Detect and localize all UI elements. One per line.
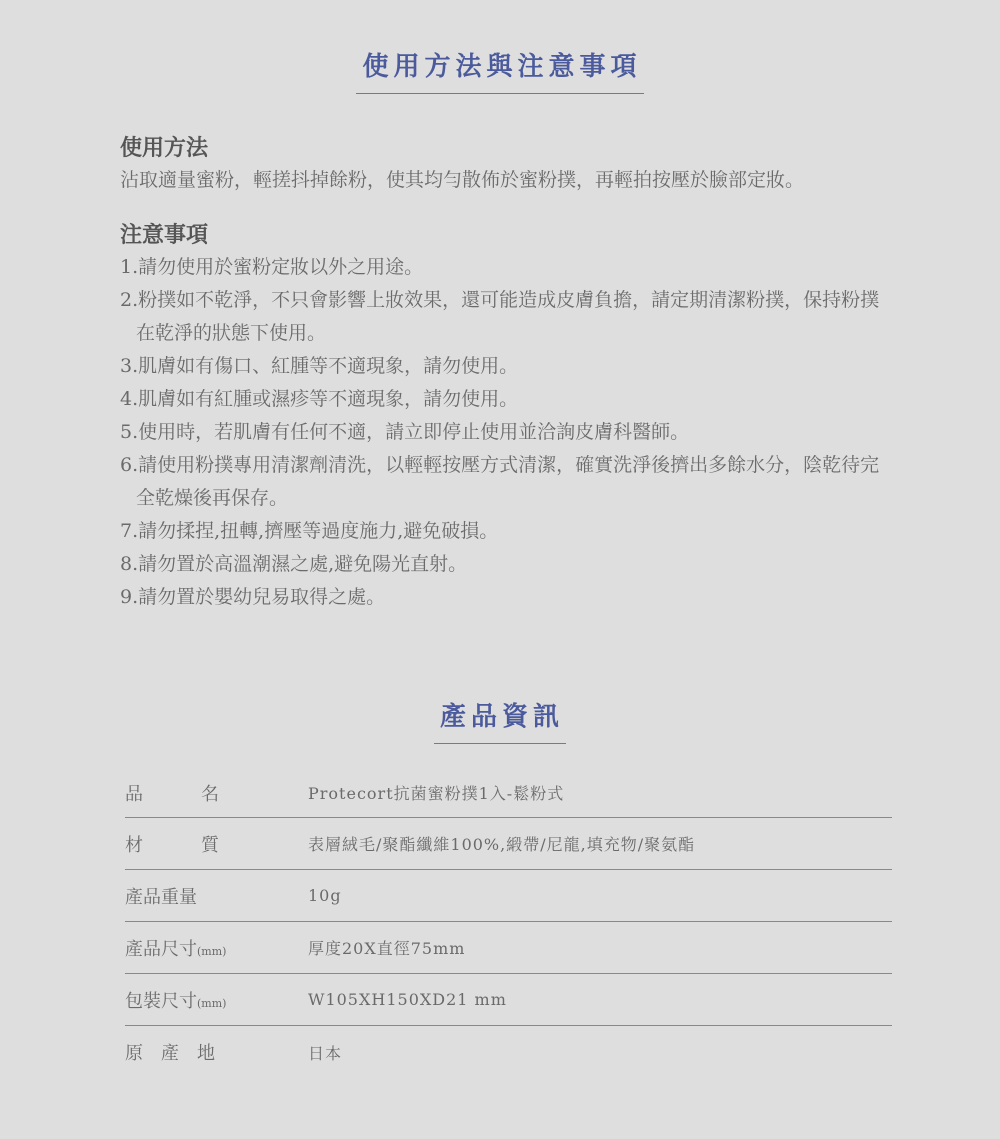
table-row [125, 1026, 892, 1078]
caution-item: 6.請使用粉撲專用清潔劑清洗，以輕輕按壓方式清潔，確實洗淨後擠出多餘水分，陰乾待完全乾燥後再保存。 [120, 454, 880, 509]
caution-item: 8.請勿置於高溫潮濕之處,避免陽光直射。 [120, 553, 468, 575]
product-section-title-text: 產品資訊 [434, 696, 566, 744]
table-row [125, 870, 892, 922]
caution-item: 1.請勿使用於蜜粉定妝以外之用途。 [120, 256, 424, 278]
row-label-group [125, 987, 308, 1013]
row-value: Protecort抗菌蜜粉撲1入-鬆粉式 [308, 784, 565, 803]
row-value: 10g [308, 886, 342, 905]
row-label: 原產地 [125, 1043, 233, 1064]
table-row [125, 768, 892, 818]
row-label: 品名 [125, 783, 277, 805]
caution-item: 2.粉撲如不乾淨，不只會影響上妝效果，還可能造成皮膚負擔，請定期清潔粉撲，保持粉撲在乾淨的狀態下使用。 [120, 289, 880, 344]
caution-item: 5.使用時，若肌膚有任何不適，請立即停止使用並洽詢皮膚科醫師。 [120, 421, 690, 443]
row-label-group [125, 935, 308, 961]
row-value: 厚度20X直徑75mm [308, 939, 466, 958]
usage-section-title-text: 使用方法與注意事項 [356, 46, 643, 94]
row-value: 表層絨毛/聚酯纖維100%,緞帶/尼龍,填充物/聚氨酯 [308, 835, 696, 854]
row-value: 日本 [308, 1043, 343, 1063]
row-label: 產品尺寸 [125, 938, 197, 960]
row-unit: (mm) [197, 944, 227, 958]
usage-heading: 使用方法 [120, 135, 209, 161]
row-label: 產品重量 [125, 886, 197, 908]
caution-item: 3.肌膚如有傷口、紅腫等不適現象，請勿使用。 [120, 355, 519, 377]
product-info-table [125, 768, 892, 1078]
usage-content [120, 132, 890, 614]
table-row [125, 922, 892, 974]
caution-item: 7.請勿揉捏,扭轉,擠壓等過度施力,避免破損。 [120, 520, 499, 542]
usage-section-title [0, 46, 1000, 94]
row-unit: (mm) [197, 996, 227, 1010]
usage-text: 沾取適量蜜粉，輕搓抖掉餘粉，使其均勻散佈於蜜粉撲，再輕拍按壓於臉部定妝。 [120, 169, 805, 191]
row-label: 包裝尺寸 [125, 990, 197, 1012]
product-section-title [0, 696, 1000, 744]
caution-heading: 注意事項 [120, 222, 209, 248]
table-row [125, 818, 892, 870]
table-row [125, 974, 892, 1026]
caution-list [120, 251, 890, 614]
row-label: 材質 [125, 834, 277, 856]
caution-item: 4.肌膚如有紅腫或濕疹等不適現象，請勿使用。 [120, 388, 519, 410]
row-value: W105XH150XD21 mm [308, 990, 507, 1009]
caution-item: 9.請勿置於嬰幼兒易取得之處。 [120, 586, 386, 608]
